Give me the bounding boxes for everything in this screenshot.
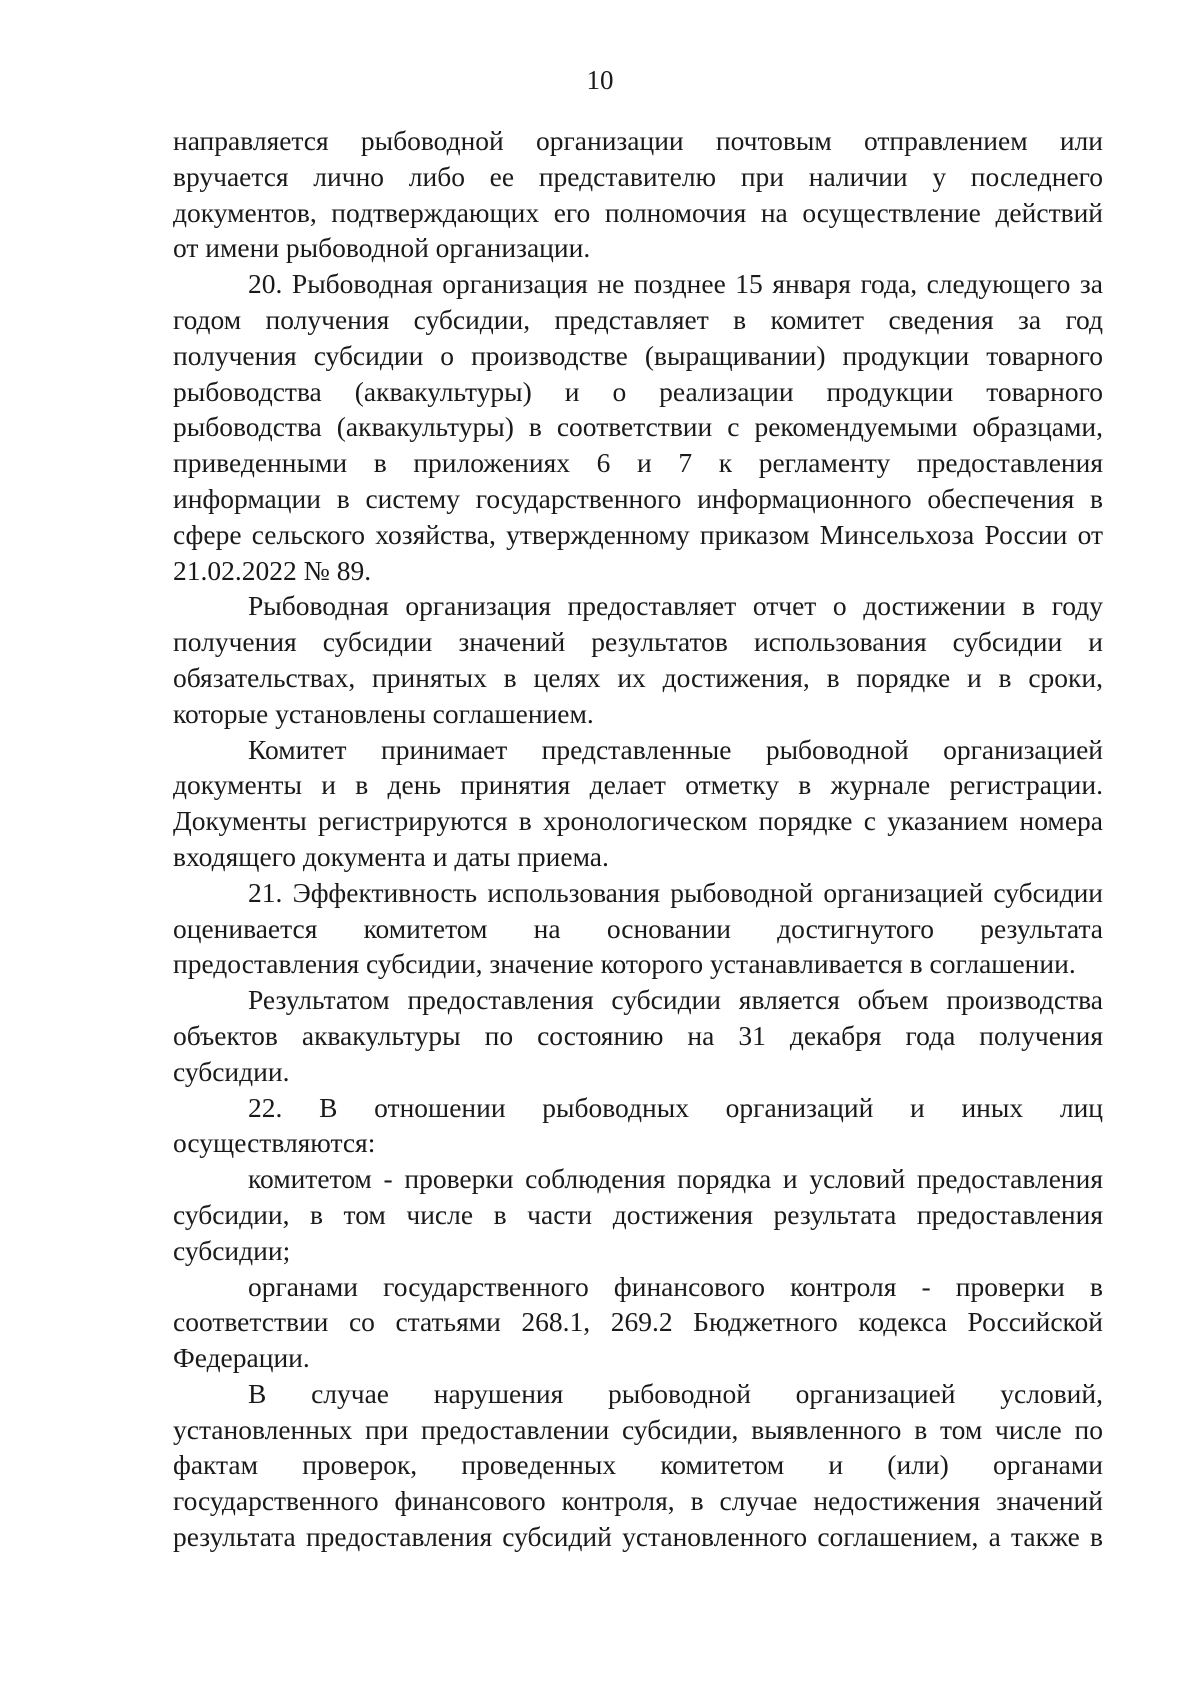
- text-line: 20. Рыбоводная организация не позднее 15 января года, следующего за: [248, 268, 1103, 300]
- text-line: комитетом - проверки соблюдения порядка и условий предоставления: [248, 1163, 1103, 1195]
- text-line: рыбоводства (аквакультуры) и о реализации продукции товарного: [173, 375, 1103, 407]
- text-line: информации в систему государственного информационного обеспечения в: [173, 482, 1103, 514]
- text-line: оценивается комитетом на основании достигнутого результата: [173, 912, 1103, 944]
- text-line: результата предоставления субсидий установленного соглашением, а также в: [173, 1521, 1103, 1553]
- text-line: направляется рыбоводной организации почтовым отправлением или: [173, 125, 1103, 156]
- text-line: субсидии.: [173, 1055, 290, 1087]
- paragraph-violation: [173, 1376, 1103, 1555]
- text-line: Федерации.: [173, 1342, 310, 1374]
- text-line: В случае нарушения рыбоводной организацией условий,: [248, 1377, 1103, 1409]
- paragraph-item-21: [173, 875, 1103, 982]
- text-line: фактам проверок, проведенных комитетом и (или) органами: [173, 1449, 1103, 1481]
- text-line: Результатом предоставления субсидии является объем производства: [248, 984, 1103, 1016]
- paragraph-committee: [173, 732, 1103, 875]
- page-number: 10: [586, 65, 614, 95]
- text-line: 22. В отношении рыбоводных организаций и иных лиц: [248, 1091, 1103, 1123]
- text-line: субсидии, в том числе в части достижения результата предоставления: [173, 1198, 1103, 1230]
- text-line: Документы регистрируются в хронологическом порядке с указанием номера: [173, 805, 1103, 837]
- paragraph-result: [173, 982, 1103, 1089]
- text-line: приведенными в приложениях 6 и 7 к регламенту предоставления: [173, 447, 1103, 479]
- document-body: [173, 123, 1103, 1555]
- text-line: документы и в день принятия делает отметку в журнале регистрации.: [173, 769, 1103, 801]
- text-line: годом получения субсидии, представляет в комитет сведения за год: [173, 303, 1103, 335]
- text-line: которые установлены соглашением.: [173, 697, 594, 729]
- text-line: объектов аквакультуры по состоянию на 31 декабря года получения: [173, 1019, 1103, 1051]
- paragraph-report: [173, 588, 1103, 731]
- text-line: соответствии со статьями 268.1, 269.2 Бюджетного кодекса Российской: [173, 1306, 1103, 1338]
- text-line: 21.02.2022 № 89.: [173, 554, 372, 586]
- text-line: органами государственного финансового контроля - проверки в: [248, 1270, 1103, 1302]
- text-line: входящего документа и даты приема.: [173, 840, 609, 872]
- paragraph-item-22: [173, 1090, 1103, 1162]
- text-line: документов, подтверждающих его полномочия на осуществление действий: [173, 196, 1103, 228]
- paragraph-item-20: [173, 266, 1103, 588]
- text-line: Комитет принимает представленные рыбоводной организацией: [248, 733, 1103, 765]
- paragraph-continuation: [173, 123, 1103, 266]
- paragraph-committee-checks: [173, 1161, 1103, 1268]
- text-line: сфере сельского хозяйства, утвержденному приказом Минсельхоза России от: [173, 518, 1103, 550]
- text-line: государственного финансового контроля, в случае недостижения значений: [173, 1485, 1103, 1517]
- text-line: предоставления субсидии, значение которого устанавливается в соглашении.: [173, 948, 1076, 980]
- text-line: 21. Эффективность использования рыбоводной организацией субсидии: [248, 876, 1103, 908]
- text-line: от имени рыбоводной организации.: [173, 232, 591, 264]
- text-line: получения субсидии о производстве (выращивании) продукции товарного: [173, 339, 1103, 371]
- text-line: осуществляются:: [173, 1127, 376, 1159]
- text-line: вручается лично либо ее представителю при наличии у последнего: [173, 160, 1103, 192]
- text-line: рыбоводства (аквакультуры) в соответствии с рекомендуемыми образцами,: [173, 411, 1103, 443]
- text-line: субсидии;: [173, 1234, 291, 1266]
- text-line: Рыбоводная организация предоставляет отчет о достижении в году: [248, 590, 1103, 622]
- text-line: получения субсидии значений результатов использования субсидии и: [173, 626, 1103, 658]
- paragraph-financial-control: [173, 1269, 1103, 1376]
- text-line: установленных при предоставлении субсидии, выявленного в том числе по: [173, 1413, 1103, 1445]
- text-line: обязательствах, принятых в целях их достижения, в порядке и в сроки,: [173, 661, 1103, 693]
